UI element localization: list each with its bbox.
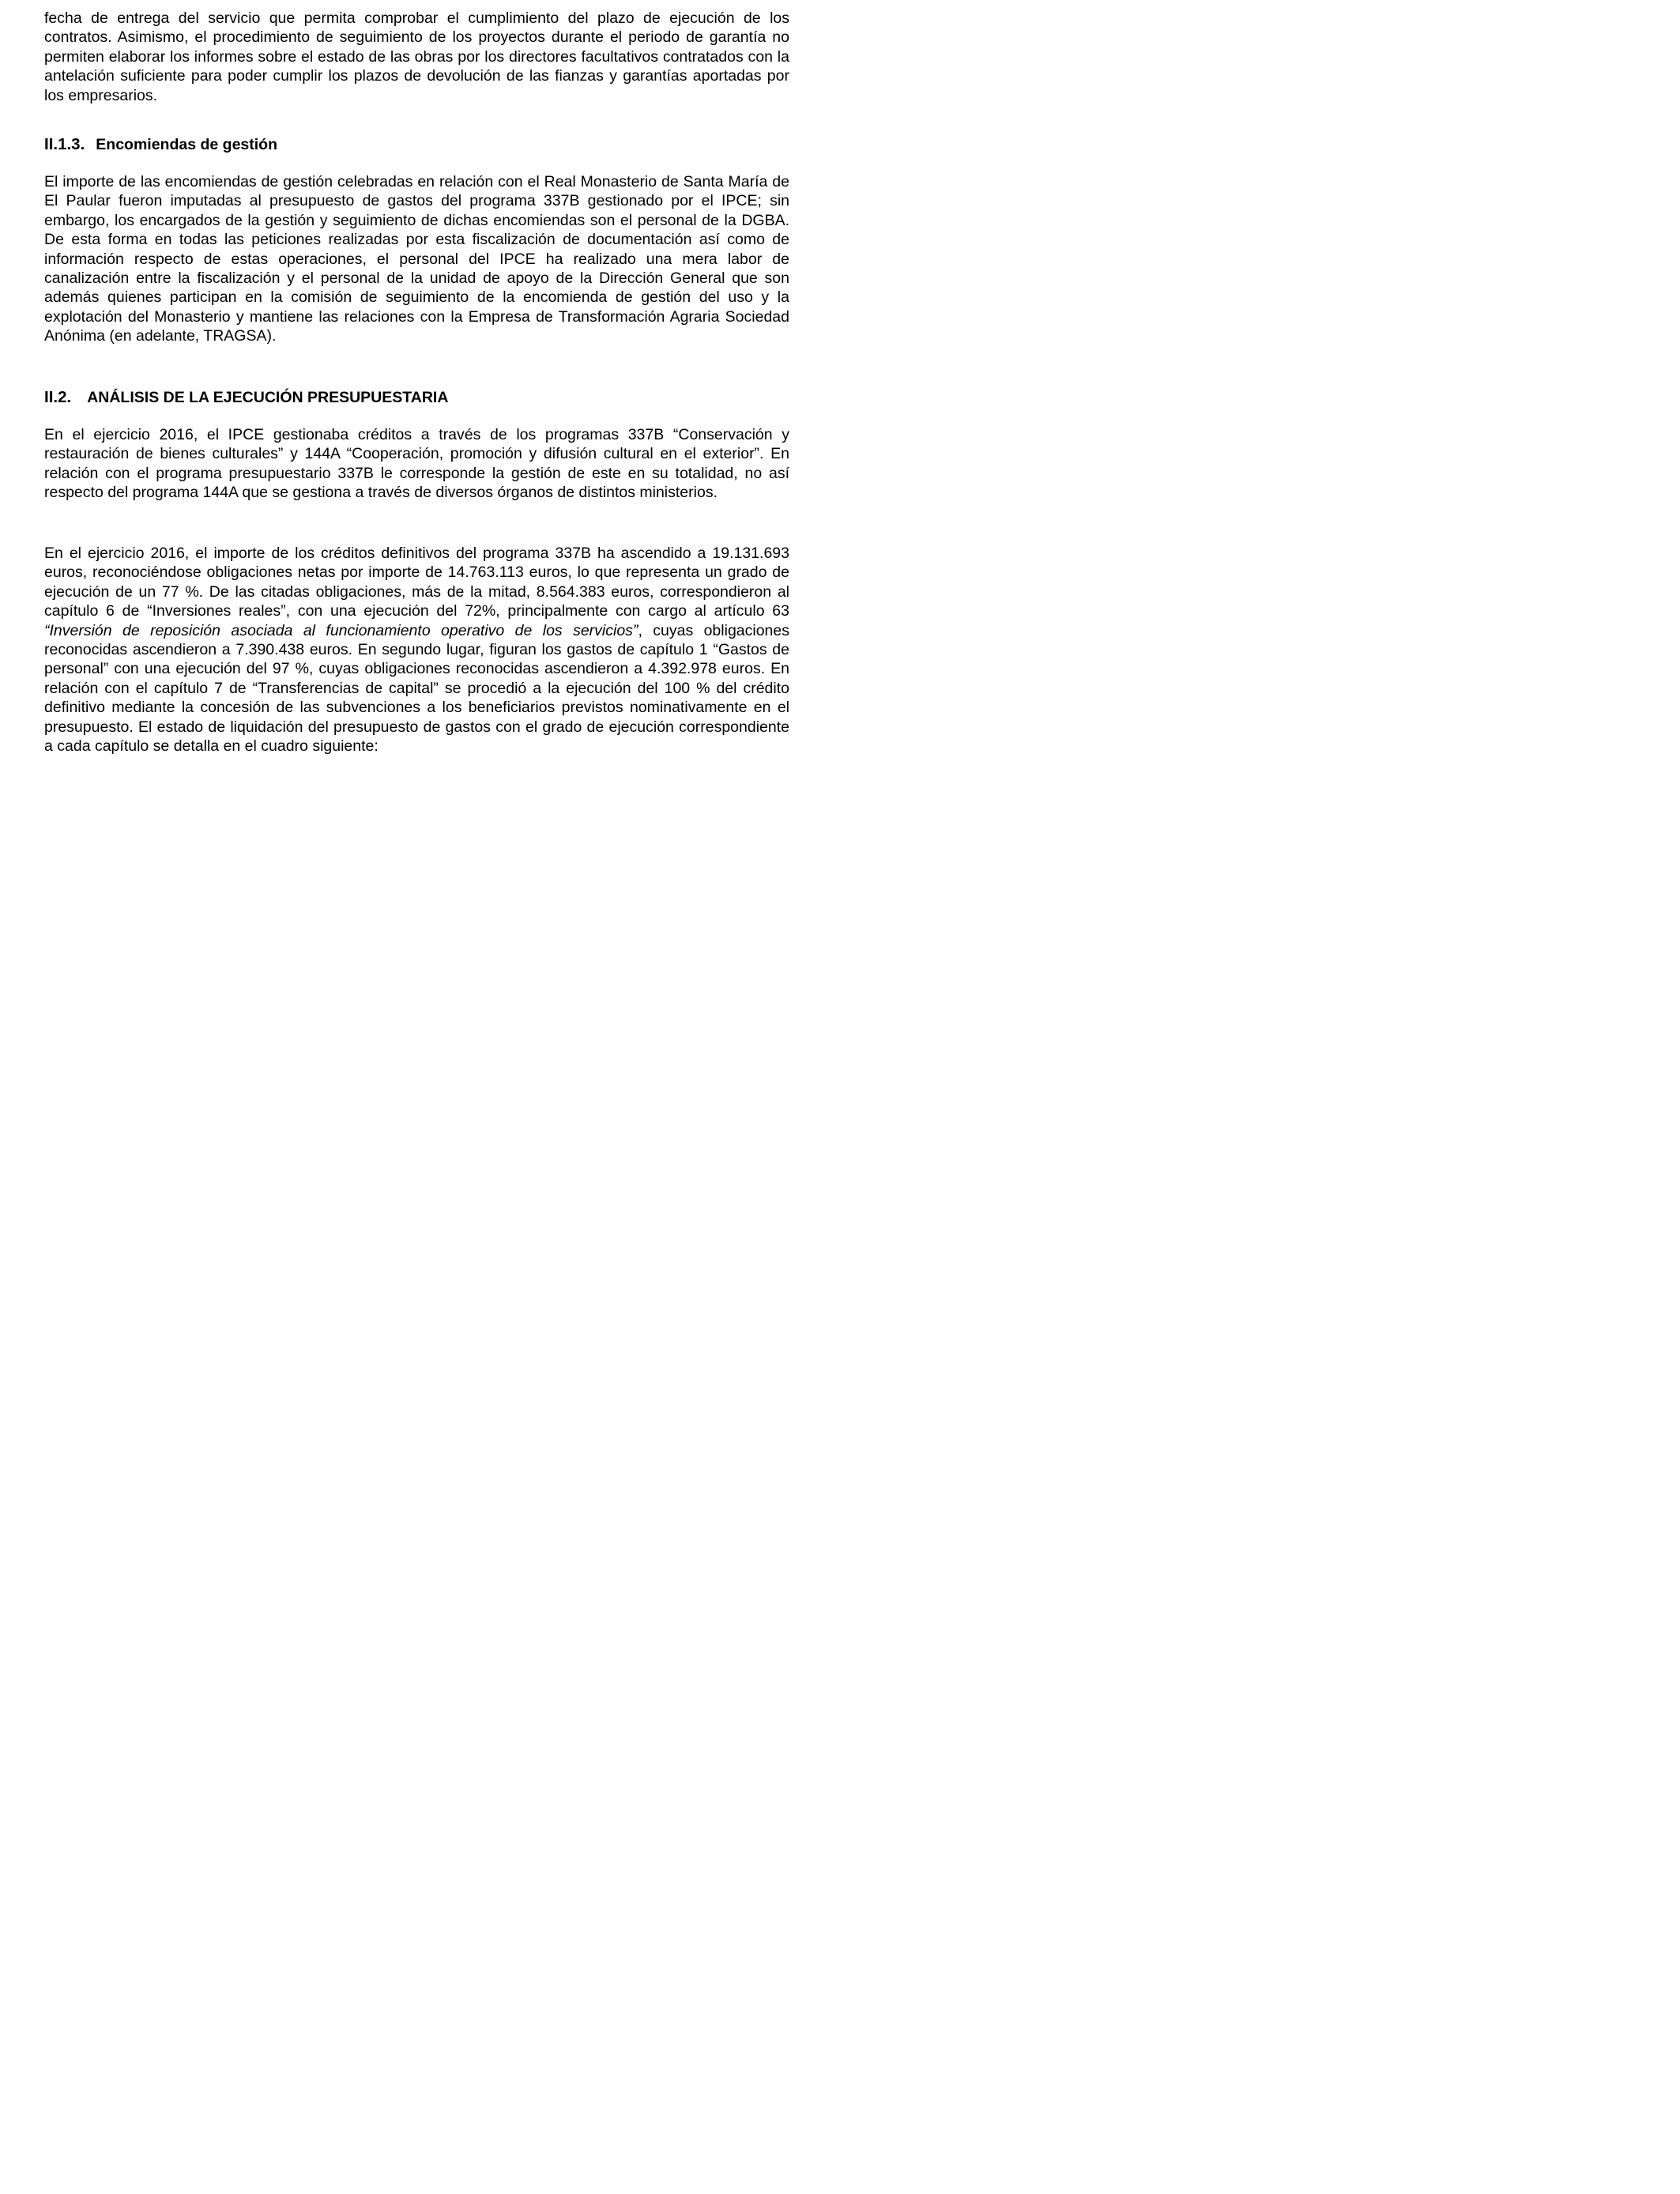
section-number: II.1.3. [44, 135, 85, 153]
section-number: II.2. [44, 388, 72, 406]
paragraph-italic-quote: “Inversión de reposición asociada al funcionamiento operativo de los servicios” [44, 621, 638, 639]
section-title: Encomiendas de gestión [96, 136, 277, 153]
paragraph-text: En el ejercicio 2016, el importe de los créditos definitivos del programa 337B ha ascendido a 19.131.693 euros, reconociéndose obligaciones netas por importe de 14.763.113 euros, lo que representa un grado de ejecución de un 77 %. De las citadas obligaciones, más de la mitad, 8.564.383 euros, correspondieron al capítulo 6 de “Inversiones reales”, con una ejecución del 72%, principalmente con cargo al artículo 63 [44, 545, 789, 620]
paragraph-ejecucion-337b [44, 544, 789, 756]
section-title: ANÁLISIS DE LA EJECUCIÓN PRESUPUESTARIA [87, 389, 449, 406]
paragraph-contract-deadlines: fecha de entrega del servicio que permita comprobar el cumplimiento del plazo de ejecución de los contratos. Asimismo, el procedimiento de seguimiento de los proyectos durante el periodo de garantía no permiten elaborar los informes sobre el estado de las obras por los directores facultativos contratados con la antelación suficiente para poder cumplir los plazos de devolución de las fianzas y garantías aportadas por los empresarios. [44, 9, 789, 104]
section-heading-analisis [44, 388, 448, 407]
document-page [0, 0, 840, 1097]
section-heading-encomiendas [44, 135, 277, 154]
paragraph-text: , cuyas obligaciones reconocidas ascendieron a 7.390.438 euros. En segundo lugar, figuran los gastos de capítulo 1 “Gastos de personal” con una ejecución del 97 %, cuyas obligaciones reconocidas ascendieron a 4.392.978 euros. En relación con el capítulo 7 de “Transferencias de capital” se procedió a la ejecución del 100 % del crédito definitivo mediante la concesión de las subvenciones a los beneficiarios previstos nominativamente en el presupuesto. El estado de liquidación del presupuesto de gastos con el grado de ejecución correspondiente a cada capítulo se detalla en el cuadro siguiente: [44, 621, 789, 756]
paragraph-encomiendas-gestion: El importe de las encomiendas de gestión celebradas en relación con el Real Monasterio de Santa María de El Paular fueron imputadas al presupuesto de gastos del programa 337B gestionado por el IPCE; sin embargo, los encargados de la gestión y seguimiento de dichas encomiendas son el personal de la DGBA. De esta forma en todas las peticiones realizadas por esta fiscalización de documentación así como de información respecto de estas operaciones, el personal del IPCE ha realizado una mera labor de canalización entre la fiscalización y el personal de la unidad de apoyo de la Dirección General que son además quienes participan en la comisión de seguimiento de la encomienda de gestión del uso y la explotación del Monasterio y mantiene las relaciones con la Empresa de Transformación Agraria Sociedad Anónima (en adelante, TRAGSA). [44, 173, 789, 345]
paragraph-programas-presupuestarios: En el ejercicio 2016, el IPCE gestionaba créditos a través de los programas 337B “Conservación y restauración de bienes culturales” y 144A “Cooperación, promoción y difusión cultural en el exterior”. En relación con el programa presupuestario 337B le corresponde la gestión de este en su totalidad, no así respecto del programa 144A que se gestiona a través de diversos órganos de distintos ministerios. [44, 426, 789, 502]
